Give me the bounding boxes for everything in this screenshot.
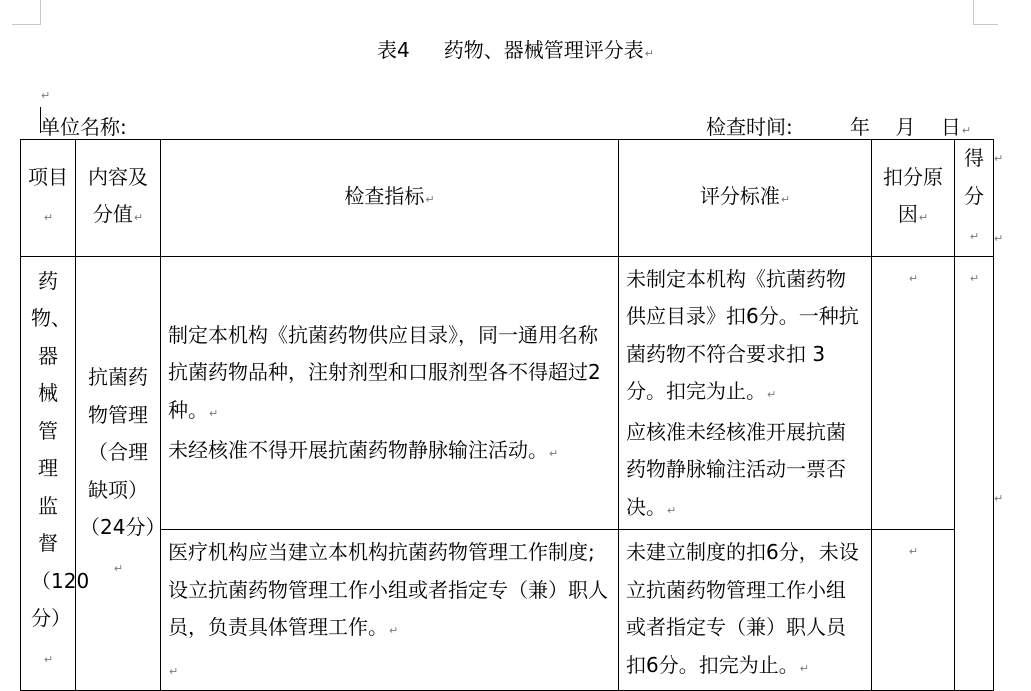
- scoring-table: [20, 139, 994, 691]
- indicator-cell[interactable]: 医疗机构应当建立本机构抗菌药物管理工作制度;设立抗菌药物管理工作小组或者指定专（兼）职人员，负责具体管理工作。↵ ↵: [161, 530, 619, 691]
- deduct-reason-cell[interactable]: ↵: [872, 530, 955, 691]
- content-score-cell: 抗菌药物管理（合理缺项）（24分）↵: [76, 256, 161, 691]
- row-end-mark-icon: ↵: [994, 152, 1004, 165]
- table-name: 药物、器械管理评分表: [443, 38, 644, 62]
- paragraph-mark-icon: ↵: [644, 47, 654, 60]
- table-number: 表4: [377, 38, 410, 62]
- deduct-reason-cell[interactable]: ↵: [872, 256, 955, 530]
- header-score: 得分↵: [955, 140, 994, 257]
- paragraph-mark-icon: ↵: [961, 124, 972, 137]
- inspection-date-label: 检查时间:: [706, 115, 793, 139]
- day-label: 日: [940, 115, 961, 139]
- row-end-mark-icon: ↵: [994, 492, 1004, 505]
- unit-name-label[interactable]: 单位名称:: [40, 115, 127, 139]
- header-deduct-reason: 扣分原因↵: [872, 140, 955, 257]
- page-corner-mark-top-right: [973, 0, 998, 25]
- header-standard: 评分标准↵: [619, 140, 872, 257]
- header-indicator: 检查指标↵: [161, 140, 619, 257]
- header-project: 项目↵: [21, 140, 76, 257]
- standard-text-1: 未制定本机构《抗菌药物供应目录》扣6分。一种抗菌药物不符合要求扣 3分。扣完为止。↵: [626, 266, 859, 403]
- indicator-cell[interactable]: [161, 256, 619, 530]
- row-end-mark-icon: ↵: [994, 232, 1004, 245]
- standard-text-1: 未建立制度的扣6分，未设立抗菌药物管理工作小组或者指定专（兼）职人员扣6分。扣完为止。↵: [626, 540, 859, 677]
- header-content-score: 内容及分值↵: [76, 140, 161, 257]
- indicator-text-1: 医疗机构应当建立本机构抗菌药物管理工作制度;设立抗菌药物管理工作小组或者指定专（兼）职人员，负责具体管理工作。↵: [168, 540, 608, 639]
- year-label: 年: [849, 115, 870, 139]
- project-cell: 药物、器械管理监督（120分）↵: [21, 256, 76, 691]
- standard-cell[interactable]: [619, 530, 872, 691]
- inspection-date-line[interactable]: [706, 111, 971, 140]
- page-corner-mark-top-left: [12, 0, 41, 25]
- table-row: [21, 256, 994, 530]
- standard-cell[interactable]: [619, 256, 872, 530]
- month-label: 月: [895, 115, 916, 139]
- document-title: [0, 34, 1031, 63]
- empty-paragraph: [40, 80, 50, 104]
- paragraph-mark-icon: ↵: [41, 89, 51, 102]
- table-row: [21, 530, 994, 691]
- indicator-text-2: 未经核准不得开展抗菌药物静脉输注活动。↵: [168, 438, 559, 463]
- score-cell[interactable]: ↵: [955, 256, 994, 691]
- standard-text-2: 应核准未经核准开展抗菌药物静脉输注活动一票否决。↵: [626, 419, 846, 519]
- indicator-text-1: 制定本机构《抗菌药物供应目录》，同一通用名称抗菌药物品种，注射剂型和口服剂型各不得超过2种。↵: [168, 322, 601, 422]
